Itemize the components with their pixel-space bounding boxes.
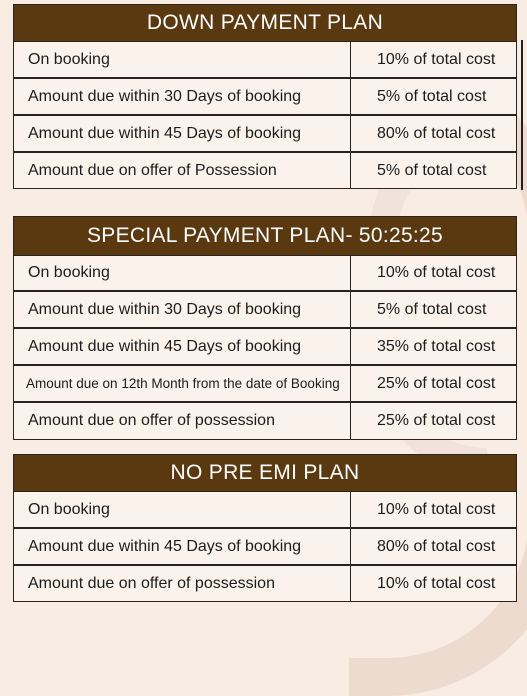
plan-title: DOWN PAYMENT PLAN [14,5,516,42]
row-value: 10% of total cost [377,264,496,281]
row-label: Amount due on offer of possession [14,403,351,439]
row-label: Amount due within 45 Days of booking [14,529,351,564]
row-label: On booking [14,492,351,527]
special-payment-plan-table [13,216,517,440]
row-label: Amount due within 45 Days of booking [14,329,351,364]
table-row [14,42,516,79]
row-value: 25% of total cost [377,374,496,392]
row-value: 5% of total cost [377,87,487,105]
table-row [14,116,516,153]
row-label: On booking [14,42,351,77]
row-value: 10% of total cost [377,50,496,68]
row-label: Amount due on offer of Possession [14,153,351,188]
row-value: 80% of total cost [377,537,496,555]
row-value: 25% of total cost [377,412,496,429]
row-label: Amount due within 30 Days of booking [14,79,351,114]
row-value: 5% of total cost [377,161,487,179]
table-row [14,292,516,329]
row-label: Amount due on 12th Month from the date of Booking [14,366,351,401]
plan-title: NO PRE EMI PLAN [14,455,516,492]
table-row [14,366,516,403]
table-row [14,529,516,566]
table-row [14,153,516,188]
row-value: 35% of total cost [377,337,496,355]
no-pre-emi-plan-table [13,454,517,602]
row-value: 80% of total cost [377,124,496,142]
row-label: Amount due within 30 Days of booking [14,292,351,327]
row-label: Amount due within 45 Days of booking [14,116,351,151]
plan-title: SPECIAL PAYMENT PLAN- 50:25:25 [14,217,516,256]
table-row [14,492,516,529]
table-row [14,256,516,292]
row-value: 10% of total cost [377,574,496,592]
row-label: Amount due on offer of possession [14,566,351,601]
down-payment-plan-table [13,4,517,189]
table-row [14,79,516,116]
row-value: 10% of total cost [377,500,496,518]
edge-divider [521,40,523,190]
row-label: On booking [14,256,351,290]
table-row [14,566,516,601]
row-value: 5% of total cost [377,300,487,318]
table-row [14,403,516,439]
table-row [14,329,516,366]
